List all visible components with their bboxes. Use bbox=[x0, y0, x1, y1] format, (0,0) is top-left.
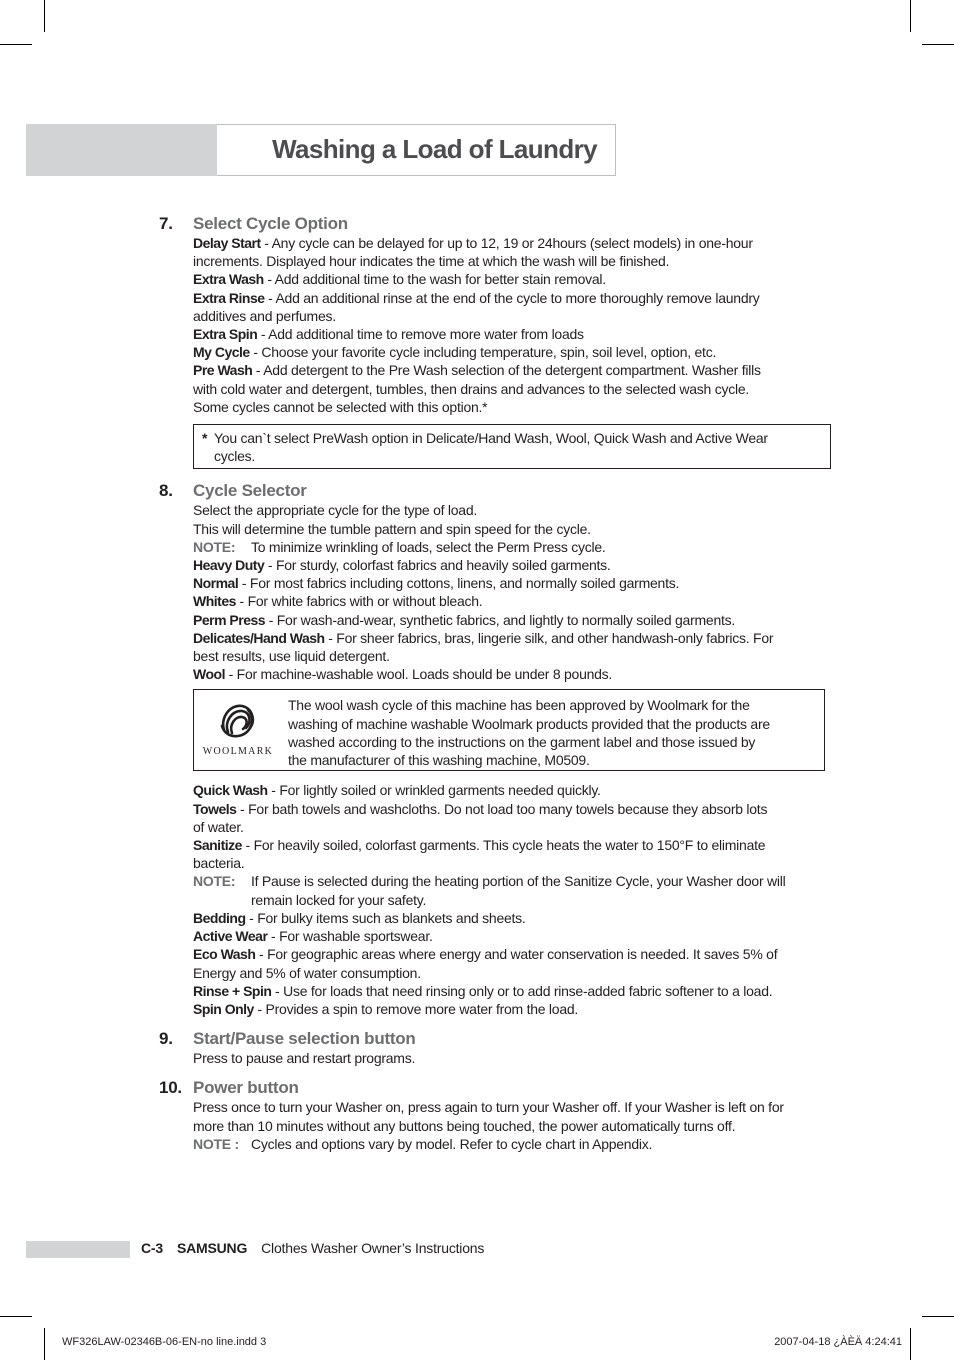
header-title-box bbox=[217, 124, 616, 176]
option-extra-wash bbox=[193, 270, 838, 288]
cycle-desc: - For sheer fabrics, bras, lingerie silk, and other handwash-only fabrics. For bbox=[324, 629, 774, 646]
woolmark-line: The wool wash cycle of this machine has been approved by Woolmark for the bbox=[288, 697, 750, 714]
crop-mark bbox=[910, 1328, 911, 1360]
woolmark-line: the manufacturer of this washing machine, M0509. bbox=[288, 752, 590, 769]
page-title: Washing a Load of Laundry bbox=[272, 134, 597, 164]
option-extra-spin bbox=[193, 325, 838, 343]
crop-mark bbox=[44, 0, 45, 32]
note-label: NOTE: bbox=[193, 873, 236, 890]
cycle-desc: - For heavily soiled, colorfast garments. This cycle heats the water to 150°F to eliminate bbox=[241, 837, 766, 854]
cycle-spin-only bbox=[193, 1000, 838, 1018]
cycle-perm-press bbox=[193, 611, 838, 629]
cycle-bedding bbox=[193, 909, 838, 927]
page-number: C-3 bbox=[141, 1240, 163, 1256]
woolmark-line: washing of machine washable Woolmark products provided that the products are bbox=[288, 715, 770, 732]
section-text: Press once to turn your Washer on, press again to turn your Washer off. If your Washer is left on for bbox=[193, 1099, 784, 1116]
option-desc-cont: Some cycles cannot be selected with this option.* bbox=[193, 398, 488, 415]
option-pre-wash bbox=[193, 361, 838, 379]
option-desc: - Choose your favorite cycle including temperature, spin, soil level, option, etc. bbox=[249, 344, 717, 361]
cycle-desc: - For lightly soiled or wrinkled garments needed quickly. bbox=[267, 782, 601, 799]
woolmark-wordmark: WOOLMARK bbox=[202, 746, 274, 758]
cycle-desc-cont: Energy and 5% of water consumption. bbox=[193, 964, 421, 981]
note-text: To minimize wrinkling of loads, select the Perm Press cycle. bbox=[251, 538, 606, 555]
option-term: My Cycle bbox=[193, 344, 250, 361]
section-intro: Select the appropriate cycle for the type of load. bbox=[193, 502, 478, 519]
cycle-term: Bedding bbox=[193, 909, 246, 926]
cycle-towels bbox=[193, 800, 838, 818]
option-term: Delay Start bbox=[193, 235, 261, 251]
cycle-desc: - For machine-washable wool. Loads should be under 8 pounds. bbox=[224, 666, 613, 683]
option-term: Extra Spin bbox=[193, 326, 258, 343]
section-title: Cycle Selector bbox=[193, 481, 307, 501]
cycle-rinse-spin bbox=[193, 982, 838, 1000]
cycle-term: Whites bbox=[193, 593, 236, 610]
crop-mark bbox=[922, 1316, 954, 1317]
note bbox=[193, 872, 838, 908]
cycle-desc-cont: of water. bbox=[193, 818, 244, 835]
crop-mark bbox=[0, 1316, 32, 1317]
cycle-term: Normal bbox=[193, 575, 239, 592]
cycle-active-wear bbox=[193, 927, 838, 945]
cycle-wool bbox=[193, 665, 838, 683]
footnote-text-cont: cycles. bbox=[214, 448, 256, 465]
section-intro: This will determine the tumble pattern and spin speed for the cycle. bbox=[193, 520, 591, 537]
cycle-desc: - For wash-and-wear, synthetic fabrics, and lightly to normally soiled garments. bbox=[265, 611, 736, 628]
option-desc-cont: additives and perfumes. bbox=[193, 307, 336, 324]
option-desc: - Add detergent to the Pre Wash selection of the detergent compartment. Washer fills bbox=[252, 362, 761, 379]
crop-mark bbox=[910, 0, 911, 32]
option-my-cycle bbox=[193, 343, 838, 361]
crop-mark bbox=[44, 1328, 45, 1360]
cycle-term: Rinse + Spin bbox=[193, 982, 272, 999]
page-content bbox=[158, 214, 838, 1153]
section-select-cycle-option bbox=[158, 214, 838, 469]
note-text: If Pause is selected during the heating portion of the Sanitize Cycle, your Washer door will bbox=[251, 873, 786, 890]
section-text-cont: more than 10 minutes without any buttons being touched, the power automatically turns off. bbox=[193, 1117, 736, 1134]
note bbox=[193, 538, 838, 556]
cycle-desc: - For sturdy, colorfast fabrics and heavily soiled garments. bbox=[264, 557, 611, 574]
note-text: Cycles and options vary by model. Refer to cycle chart in Appendix. bbox=[251, 1135, 653, 1152]
cycle-term: Heavy Duty bbox=[193, 557, 265, 574]
option-desc: - Any cycle can be delayed for up to 12, 19 or 24hours (select models) in one-hour bbox=[260, 235, 753, 251]
cycle-term: Eco Wash bbox=[193, 946, 256, 963]
note-text-cont: remain locked for your safety. bbox=[251, 891, 427, 908]
option-term: Pre Wash bbox=[193, 362, 253, 379]
cycle-desc: - For most fabrics including cottons, linens, and normally soiled garments. bbox=[238, 575, 680, 592]
cycle-term: Delicates/Hand Wash bbox=[193, 629, 325, 646]
cycle-whites bbox=[193, 592, 838, 610]
cycle-term: Towels bbox=[193, 800, 237, 817]
page-footer bbox=[141, 1240, 484, 1256]
option-desc: - Add an additional rinse at the end of the cycle to more thoroughly remove laundry bbox=[264, 289, 760, 306]
section-title: Select Cycle Option bbox=[193, 214, 348, 233]
option-delay-start bbox=[193, 234, 838, 252]
cycle-desc: - For bath towels and washcloths. Do not load too many towels because they absorb lots bbox=[236, 800, 768, 817]
woolmark-logo bbox=[202, 700, 274, 762]
cycle-desc-cont: bacteria. bbox=[193, 855, 245, 872]
option-term: Extra Rinse bbox=[193, 289, 265, 306]
cycle-term: Sanitize bbox=[193, 837, 242, 854]
cycle-eco-wash bbox=[193, 945, 838, 963]
cycle-heavy-duty bbox=[193, 556, 838, 574]
footer-accent-bar bbox=[26, 1241, 130, 1258]
option-extra-rinse bbox=[193, 289, 838, 307]
option-desc: - Add additional time to remove more water from loads bbox=[257, 326, 584, 343]
section-number: 8. bbox=[159, 481, 173, 501]
document-title: Clothes Washer Owner’s Instructions bbox=[261, 1240, 485, 1256]
woolmark-box bbox=[193, 689, 825, 771]
header-accent-bar bbox=[26, 124, 217, 176]
crop-mark bbox=[922, 44, 954, 45]
cycle-desc: - For bulky items such as blankets and sheets. bbox=[245, 909, 526, 926]
print-slug-file: WF326LAW-02346B-06-EN-no line.indd 3 bbox=[62, 1336, 267, 1348]
brand-name: SAMSUNG bbox=[176, 1240, 248, 1256]
option-desc: - Add additional time to the wash for better stain removal. bbox=[263, 271, 606, 288]
cycle-delicates bbox=[193, 629, 838, 647]
section-title: Power button bbox=[193, 1078, 299, 1098]
woolmark-icon bbox=[218, 700, 258, 740]
section-power-button bbox=[158, 1078, 838, 1153]
cycle-normal bbox=[193, 574, 838, 592]
option-desc-cont: with cold water and detergent, tumbles, then drains and advances to the selected wash cycle. bbox=[193, 380, 750, 397]
section-cycle-selector bbox=[158, 481, 838, 1018]
option-desc-cont: increments. Displayed hour indicates the time at which the wash will be finished. bbox=[193, 253, 670, 270]
print-slug-date: 2007-04-18 ¿ÀÈÄ 4:24:41 bbox=[774, 1336, 902, 1348]
cycle-term: Spin Only bbox=[193, 1000, 254, 1017]
section-start-pause bbox=[158, 1029, 838, 1067]
cycle-desc: - For geographic areas where energy and water conservation is needed. It saves 5% of bbox=[255, 946, 778, 963]
footnote-star: * bbox=[202, 430, 208, 447]
option-term: Extra Wash bbox=[193, 271, 264, 288]
cycle-desc: - Provides a spin to remove more water from the load. bbox=[253, 1000, 579, 1017]
section-title: Start/Pause selection button bbox=[193, 1029, 416, 1049]
crop-mark bbox=[0, 44, 32, 45]
woolmark-line: washed according to the instructions on the garment label and those issued by bbox=[288, 733, 756, 750]
section-number: 10. bbox=[159, 1078, 182, 1098]
note-label: NOTE : bbox=[193, 1135, 239, 1152]
footnote bbox=[202, 429, 822, 465]
prewash-footnote-box bbox=[193, 424, 831, 469]
cycle-term: Wool bbox=[193, 666, 225, 683]
section-number: 9. bbox=[159, 1029, 173, 1049]
note-label: NOTE: bbox=[193, 538, 236, 555]
footnote-text: You can`t select PreWash option in Delicate/Hand Wash, Wool, Quick Wash and Active Wear bbox=[214, 430, 768, 447]
cycle-term: Active Wear bbox=[193, 928, 268, 945]
cycle-quick-wash bbox=[193, 781, 838, 799]
section-text: Press to pause and restart programs. bbox=[193, 1050, 416, 1067]
cycle-desc: - For white fabrics with or without bleach. bbox=[235, 593, 483, 610]
section-number: 7. bbox=[159, 214, 173, 233]
woolmark-text bbox=[288, 696, 816, 769]
cycle-sanitize bbox=[193, 836, 838, 854]
cycle-desc: - For washable sportswear. bbox=[267, 928, 433, 945]
cycle-term: Quick Wash bbox=[193, 782, 268, 799]
cycle-term: Perm Press bbox=[193, 611, 266, 628]
cycle-desc: - Use for loads that need rinsing only or to add rinse-added fabric softener to a load. bbox=[271, 982, 773, 999]
cycle-desc-cont: best results, use liquid detergent. bbox=[193, 648, 390, 665]
note bbox=[193, 1135, 838, 1153]
